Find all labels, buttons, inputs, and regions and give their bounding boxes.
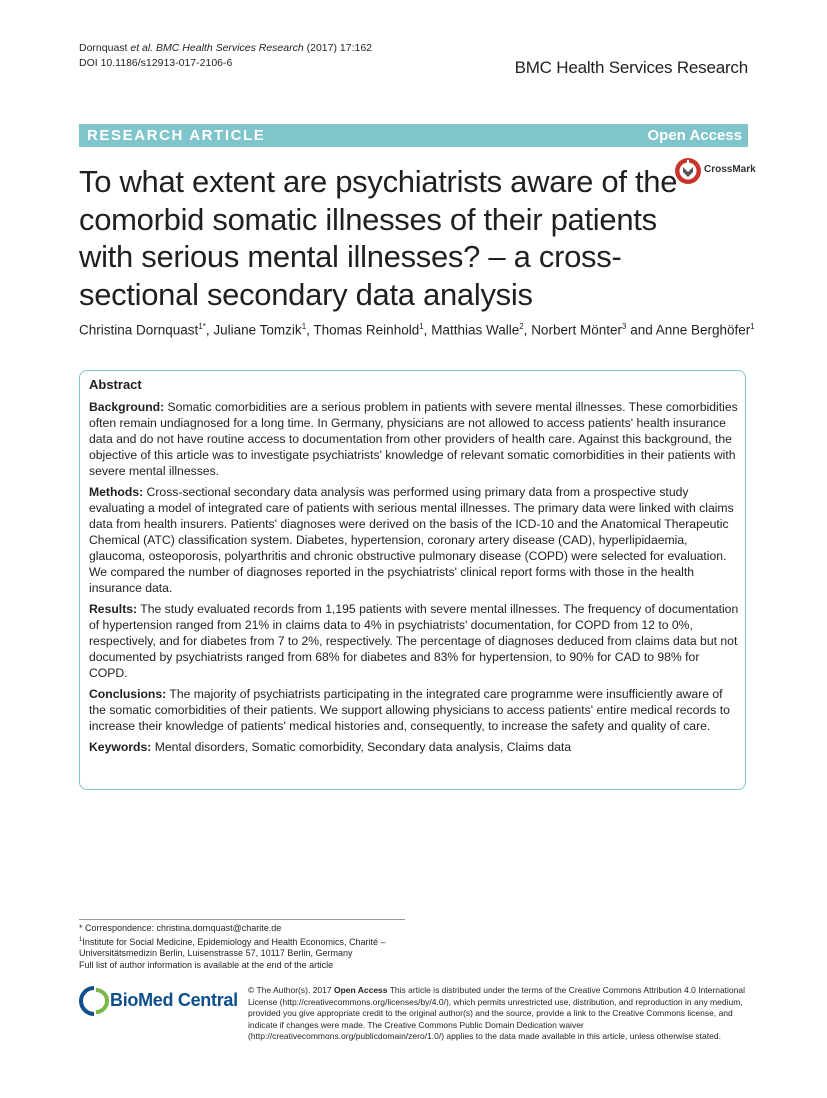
license-prefix: © The Author(s). 2017 — [248, 985, 334, 995]
abstract-content — [89, 377, 739, 760]
author-affiliation-sup: 1 — [419, 322, 424, 331]
author-separator: , — [205, 322, 214, 338]
citation-journal: et al. BMC Health Services Research — [130, 42, 304, 54]
abstract-methods — [89, 484, 739, 596]
citation-line — [79, 41, 372, 56]
publisher-name: BioMed Central — [110, 990, 238, 1010]
author-affiliation-sup: 1 — [301, 322, 307, 331]
affiliation-sup: 1 — [79, 936, 83, 943]
full-author-info-note: Full list of author information is available at the end of the article — [79, 959, 334, 970]
section-label: Methods: — [89, 485, 144, 499]
article-title: To what extent are psychiatrists aware of the comorbid somatic illnesses of their patients with serious mental illnesses? – a cross-sectional secondary data analysis — [79, 164, 678, 312]
license-body: This article is distributed under the terms of the Creative Commons Attribution 4.0 International License (http://creativecommons.org/licenses/by/4.0/), which permits unrestricted use, distribution, and reproduction in any medium, provided you give appropriate credit to the original author(s) and the source, provide a link to the Creative Commons license, and indicate if changes were made. The Creative Commons Public Domain Dedication waiver (http://creativecommons.org/publicdomain/zero/1.0/) applies to the data made available in this article, unless otherwise stated. — [248, 985, 746, 1041]
author-name: Matthias Walle — [431, 322, 520, 338]
author-affiliation-sup: 1 — [750, 322, 755, 331]
section-label: Conclusions: — [89, 687, 167, 701]
open-access-label: Open Access — [647, 127, 742, 144]
author-list — [79, 318, 759, 340]
doi[interactable]: DOI 10.1186/s12913-017-2106-6 — [79, 57, 233, 69]
citation-year-volume: (2017) 17:162 — [306, 42, 373, 54]
correspondence: * Correspondence: christina.dornquast@charite.de — [79, 923, 282, 933]
affiliation — [79, 935, 419, 949]
biomed-central-logo — [79, 986, 239, 1016]
citation-authors: Dornquast — [79, 42, 128, 54]
abstract-heading: Abstract — [89, 377, 142, 392]
article-type-banner — [79, 124, 748, 147]
journal-name: BMC Health Services Research — [514, 58, 748, 77]
author-name: Christina Dornquast — [79, 322, 199, 338]
author-separator: , — [523, 322, 532, 338]
author-separator: , — [423, 322, 432, 338]
author-separator: , — [306, 322, 314, 338]
biomed-central-icon — [79, 986, 109, 1016]
section-label: Results: — [89, 602, 138, 616]
author-affiliation-sup: 1* — [198, 322, 206, 331]
article-type: RESEARCH ARTICLE — [87, 127, 266, 144]
author-name: Juliane Tomzik — [213, 322, 302, 338]
section-text: Mental disorders, Somatic comorbidity, Secondary data analysis, Claims data — [151, 740, 572, 754]
section-text: Somatic comorbidities are a serious problem in patients with severe mental illnesses. These comorbidities often remain undiagnosed for a long time. In Germany, physicians are not allowed to access patients' health insurance data and do not have routine access to documentation from other providers of health care. Against this background, the objective of this article was to investigate psychiatrists' knowledge of relevant somatic comorbidities in their patients with severe mental illnesses. — [89, 400, 738, 478]
crossmark-badge[interactable] — [674, 157, 754, 185]
crossmark-label: CrossMark — [704, 164, 756, 175]
section-text: The majority of psychiatrists participating in the integrated care programme were insufficiently aware of the somatic comorbidities of their patients. We support allowing physicians to access patients' entire medical records to increase their knowledge of patients' medical histories and, consequently, to increase the safety and quality of care. — [89, 687, 730, 733]
abstract-background — [89, 399, 739, 479]
author-name: Anne Berghöfer — [655, 322, 751, 338]
section-text: The study evaluated records from 1,195 patients with severe mental illnesses. The frequency of documentation of hypertension ranged from 21% in claims data to 4% in psychiatrists' documentation, for COPD from 12 to 0%, respectively, and for diabetes from 7 to 2%, respectively. The percentage of diagnoses deduced from claims data but not documented by psychiatrists ranged from 68% for diabetes and 83% for hypertension, to 90% for CAD to 98% for COPD. — [89, 602, 739, 680]
author-name: Norbert Mönter — [531, 322, 622, 338]
affiliation-line-2: Universitätsmedizin Berlin, Luisenstrasse 57, 10117 Berlin, Germany — [79, 948, 353, 958]
abstract-box — [79, 370, 746, 790]
abstract-keywords — [89, 739, 739, 755]
author-affiliation-sup: 3 — [621, 322, 627, 331]
affiliation-line-1: Institute for Social Medicine, Epidemiology and Health Economics, Charité – — [82, 936, 386, 947]
abstract-conclusions — [89, 686, 739, 734]
license-open-access: Open Access — [333, 985, 388, 995]
section-text: Cross-sectional secondary data analysis was performed using primary data from a prospective study evaluating a model of integrated care of patients with serious mental illnesses. The primary data were linked with claims data from health insurers. Patients' diagnoses were derived on the basis of the ICD-10 and the Anatomical Therapeutic Chemical (ATC) classification system. Diabetes, hypertension, coronary artery disease (CAD), hyperlipidaemia, glaucoma, osteoporosis, polyarthritis and chronic obstructive pulmonary disease (COPD) were selected for evaluation. We compared the number of diagnoses reported in the psychiatrists' clinical report forms with those in the health insurance data. — [89, 485, 734, 595]
footnotes — [79, 923, 419, 971]
citation-header — [79, 41, 372, 71]
author-name: Thomas Reinhold — [313, 322, 420, 338]
section-label: Background: — [89, 400, 165, 414]
footnote-divider — [79, 919, 405, 920]
section-label: Keywords: — [89, 740, 152, 754]
author-affiliation-sup: 2 — [519, 322, 524, 331]
license-text — [248, 985, 748, 1043]
abstract-results — [89, 601, 739, 681]
author-separator: and — [626, 322, 656, 338]
